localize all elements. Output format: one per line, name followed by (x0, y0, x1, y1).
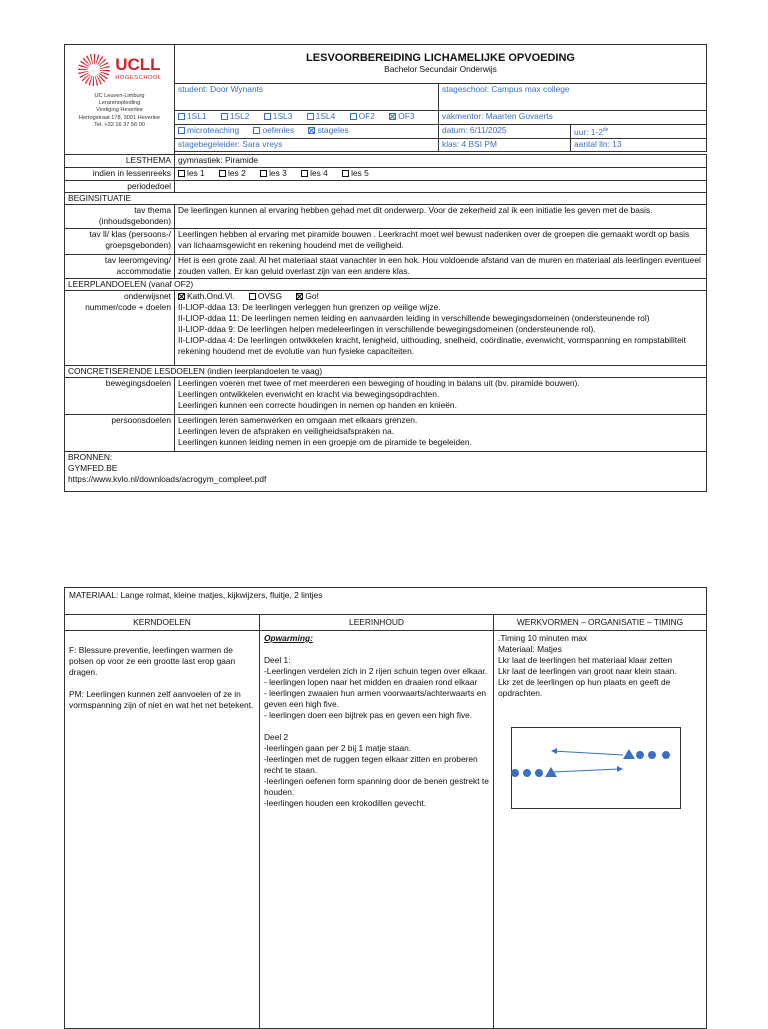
logo-ray (98, 59, 106, 66)
net-ovsg[interactable]: OVSG (249, 291, 282, 301)
logo-text: UCLL (115, 54, 161, 74)
werkvormen-cell[interactable]: .Timing 10 minuten max Materiaal: Matjes Lkr laat de leerlingen het materiaal klaar zetten Lkr laat de leerlingen van groot naar klein staan. Lkr zet de leerlingen op hun plaats en geeft de opdrachten. (494, 631, 707, 1029)
klas-field[interactable]: klas: 4 BSI PM (439, 138, 571, 151)
type-microteaching[interactable]: microteaching (178, 125, 239, 135)
student-dot (662, 751, 670, 759)
phase-1sl1[interactable]: 1SL1 (178, 111, 207, 121)
aantal-field[interactable]: aantal lln: 13 (571, 138, 707, 151)
type-stageles[interactable]: stageles (308, 125, 348, 135)
beginsituatie-header: BEGINSITUATIE (65, 192, 707, 204)
net-go[interactable]: Go! (296, 291, 319, 301)
lesthema-label: LESTHEMA (65, 154, 175, 167)
les-1[interactable]: les 1 (178, 168, 205, 178)
leerplandoelen-content[interactable] (175, 290, 707, 365)
opwarming-title: Opwarming: (264, 633, 313, 643)
phase-1sl4[interactable]: 1SL4 (307, 111, 336, 121)
address: UC Leuven-Limburg Lerarenopleiding Vestiging Heverlee Hertogstraat 178, 3001 Heverlee Tel. +32 16 37 56 00 (78, 93, 161, 128)
sun-icon (77, 53, 111, 87)
periodedoel-value[interactable] (175, 180, 707, 192)
tav-klas-text[interactable]: Leerlingen hebben al ervaring met piramide bouwen . Leerkracht moet wel bewust nadenken over de groepen die gemaakt wordt op basis van lichaamsgewicht en rekening houdend met de veiligheid. (175, 228, 707, 254)
phase-1sl3[interactable]: 1SL3 (264, 111, 293, 121)
datum-field[interactable]: datum: 6/11/2025 (439, 125, 571, 139)
stageschool-field[interactable]: stageschool: Campus max college (439, 84, 707, 111)
logo-ray (98, 74, 105, 82)
logo-sub: HOGESCHOOL (115, 74, 162, 81)
type-oefenles[interactable]: oefenles (253, 125, 294, 135)
student-dot (511, 769, 519, 777)
materiaal-row[interactable]: MATERIAAL: Lange rolmat, kleine matjes, kijkwijzers, fluitje, 2 lintjes (65, 588, 707, 615)
lesson-form-main (64, 44, 707, 492)
tav-klas-label: tav ll/ klas (persoons-/ groepsgebonden) (65, 228, 175, 254)
student-dot (523, 769, 531, 777)
logo-ray (78, 69, 88, 70)
les-5[interactable]: les 5 (342, 168, 369, 178)
form-subtitle: Bachelor Secundair Onderwijs (384, 64, 497, 74)
tav-leeromgeving-text[interactable]: Het is een grote zaal. Al het materiaal staat vanachter in een hok. Hou voldoende afstand van de muren en materiaal als leerlingen eventueel zouden vallen. Er kan geluid overlast zijn van een andere klas. (175, 254, 707, 278)
lesthema-value[interactable]: gymnastiek: Piramide (175, 154, 707, 167)
les-4[interactable]: les 4 (301, 168, 328, 178)
bewegingsdoelen-content[interactable]: Leerlingen voeren met twee of met meerderen een beweging of houding in balans uit (bv. piramide bouwen). Leerlingen ontwikkelen evenwicht en kracht via bewegingsopdrachten. Leerlingen kunnen een correcte houdingen in nemen op handen en knieën. (175, 377, 707, 414)
uur-field[interactable]: uur: 1-2de (571, 125, 707, 139)
persoonsdoelen-content[interactable]: Leerlingen leren samenwerken en omgaan met elkaars grenzen. Leerlingen leven de afspraken en veiligheidsafspraken na. Leerlingen kunnen leiding nemen in een groepje om de piramide te begeleiden. (175, 414, 707, 451)
student-field[interactable]: student: Door Wynants (175, 84, 439, 111)
goal-item: II-LIOP-ddaa 13: De leerlingen verleggen hun grenzen op veilige wijze. (178, 301, 441, 312)
form-title: LESVOORBEREIDING LICHAMELIJKE OPVOEDING (306, 52, 575, 64)
phase-of2[interactable]: OF2 (350, 111, 375, 121)
leerplandoelen-header: LEERPLANDOELEN (vanaf OF2) (65, 278, 707, 290)
periodedoel-label: periodedoel (65, 180, 175, 192)
kerndoelen-header: KERNDOELEN (65, 615, 260, 631)
tav-thema-label: tav thema (inhoudsgebonden) (65, 204, 175, 228)
persoonsdoelen-label: persoonsdoelen (65, 414, 175, 451)
logo-ray (93, 76, 94, 86)
phase-1sl2[interactable]: 1SL2 (221, 111, 250, 121)
les-2[interactable]: les 2 (219, 168, 246, 178)
logo-ray (83, 58, 90, 66)
les-3[interactable]: les 3 (260, 168, 287, 178)
logo-cell (65, 45, 175, 155)
logo-ray (82, 74, 90, 81)
vakmentor-field[interactable]: vakmentor: Maarten Govaerts (439, 111, 707, 125)
tav-thema-text[interactable]: De leerlingen kunnen al ervaring hebben gehad met dit onderwerp. Voor de zekerheid zal ik een initiatie les geven met de basis. (175, 204, 707, 228)
phase-of3[interactable]: OF3 (389, 111, 414, 121)
goal-item: II-LIOP-ddaa 4: De leerlingen ontwikkelen kracht, lenigheid, uithouding, snelheid, coördinatie, evenwicht, vormspanning en rompstabiliteit rekening houdend met de evolutie van hun fysieke capaciteiten. (178, 334, 686, 356)
goal-item: II-LIOP-ddaa 11: De leerlingen nemen leiding en aanvaarden leiding in verschillende bewegingsdomeinen (ondersteunende rol) (178, 312, 650, 323)
logo-ray (100, 70, 110, 71)
form-title-cell (175, 45, 707, 84)
lesson-checkboxes (175, 167, 707, 180)
leerinhoud-cell[interactable]: Opwarming: Deel 1: -Leerlingen verdelen zich in 2 rijen schuin tegen over elkaar. - leerlingen lopen naar het midden en draaien rond elkaar - leerlingen zwaaien hun armen voorwaarts/achterwaarts en geven een high five. - leerlingen doen een bijtrek pas en geven een high five. Deel 2 -leerlingen gaan per 2 bij 1 matje staan. -leerlingen met de ruggen tegen elkaar zitten en proberen recht te staan. -leerlingen oefenen form spanning door de benen gestrekt te houden. -leerlingen houden een krokodillen gevecht. (260, 631, 494, 1029)
bronnen-cell[interactable]: BRONNEN: GYMFED.BE https://www.kvlo.nl/downloads/acrogym_compleet.pdf (65, 451, 707, 491)
stagebegeleider-field[interactable]: stagebegeleider: Sara vreys (175, 138, 439, 151)
onderwijsnet-checkboxes (178, 291, 703, 302)
lessenreeks-label: indien in lessenreeks (65, 167, 175, 180)
werkvormen-header: WERKVORMEN – ORGANISATIE – TIMING (494, 615, 707, 631)
ucll-logo (68, 53, 171, 87)
goal-item: II-LIOP-ddaa 9: De leerlingen helpen medeleerlingen in verschillende bewegingsdomeinen (ondersteunende rol). (178, 323, 596, 334)
type-checkboxes (175, 125, 439, 139)
leerinhoud-header: LEERINHOUD (260, 615, 494, 631)
student-dot (535, 769, 543, 777)
student-dot (636, 751, 644, 759)
leerplandoelen-labels: onderwijsnet nummer/code + doelen (65, 290, 175, 365)
logo-ray (94, 54, 95, 64)
lesdoelen-header: CONCRETISERENDE LESDOELEN (indien leerplandoelen te vaag) (65, 365, 707, 377)
net-kath[interactable]: Kath.Ond.Vl. (178, 291, 235, 301)
bewegingsdoelen-label: bewegingsdoelen (65, 377, 175, 414)
student-dot (648, 751, 656, 759)
lesson-form-activity (64, 587, 707, 1029)
tav-leeromgeving-label: tav leeromgeving/ accommodatie (65, 254, 175, 278)
phase-checkboxes (175, 111, 439, 125)
kerndoelen-cell[interactable]: F: Blessure preventie, leerlingen warmen de polsen op voor ze een grootte last erop gaan dragen. PM: Leerlingen kunnen zelf aanvoelen of ze in vormspanning zijn of niet en wat het net betekent. (65, 631, 260, 1029)
formation-diagram (511, 727, 681, 809)
